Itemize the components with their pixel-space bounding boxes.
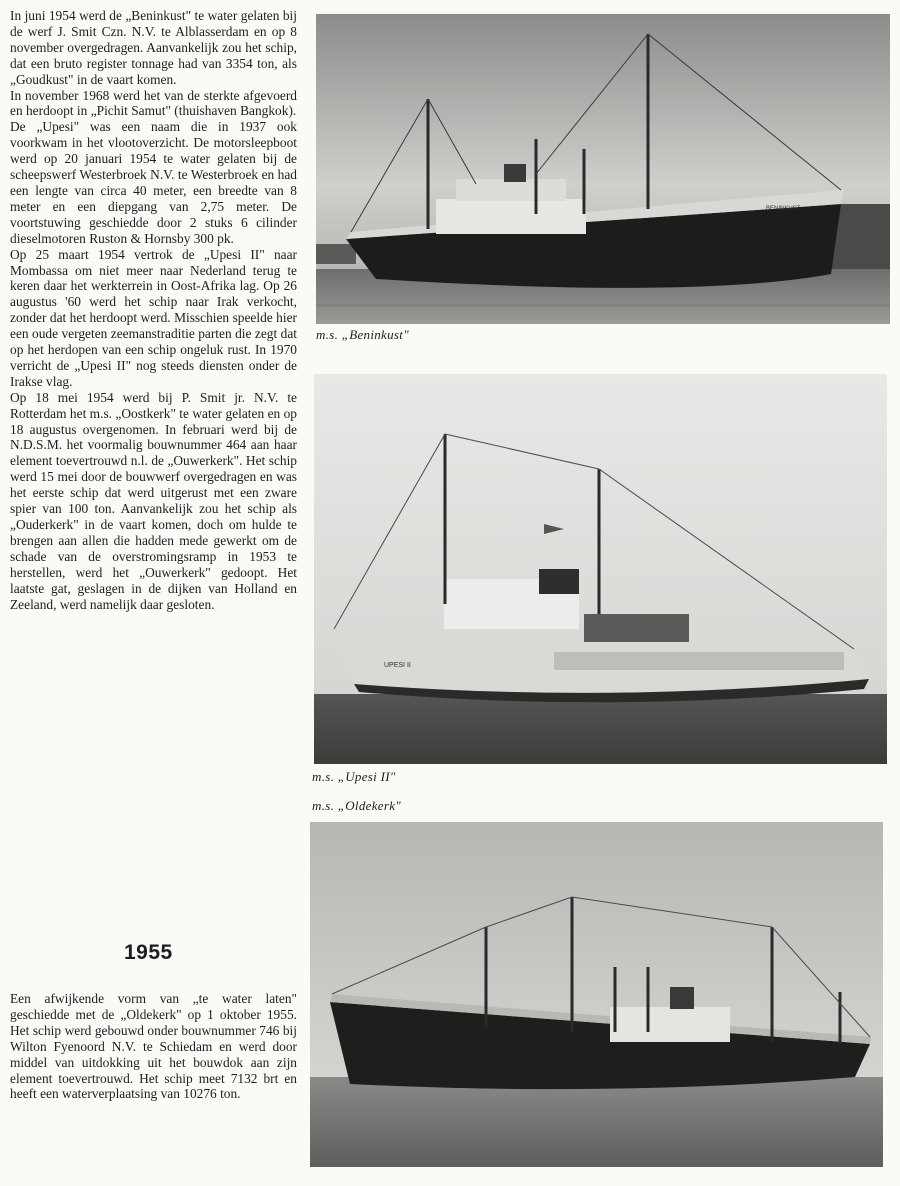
paragraph-upesi: De „Upesi" was een naam die in 1937 ook voorkwam in het vlootoverzicht. De motorsleepboot werd op 20 januari 1954 te water gelaten bij de scheepswerf Westerbroek N.V. te Westerbroek en had een lengte van circa 40 meter, een breedte van 8 meter en een diepgang van 2,75 meter. De voortstuwing geschiedde door 2 stuks 6 cilinder dieselmotoren Ruston & Hornsby 300 pk. xyxy=(10,119,297,246)
paragraph-upesi-ii: Op 25 maart 1954 vertrok de „Upesi II" naar Mombassa om niet meer naar Nederland terug te keren daar het werkterrein in Oost-Afrika lag. Op 26 augustus '60 werd het schip naar Irak verkocht, zonder dat het herdoopt werd. Misschien speelde hier een oude vergeten zeemanstraditie parten die zegt dat op het herdopen van een schip ongeluk rust. In 1970 verricht de „Upesi II" nog steeds diensten onder de Irakse vlag. xyxy=(10,246,297,389)
photo-beninkust xyxy=(316,14,890,324)
hull-name-beninkust: BENINKUST xyxy=(766,206,801,212)
text-column xyxy=(10,8,297,612)
paragraph-beninkust: In juni 1954 werd de „Beninkust" te water gelaten bij de werf J. Smit Czn. N.V. te Alblasserdam en op 8 november overgedragen. Aanvankelijk zou het schip, dat een bruto register tonnage had van 3354 ton, als „Goudkust" in de vaart komen. xyxy=(10,8,297,87)
caption-beninkust: m.s. „Beninkust" xyxy=(316,327,409,342)
caption-upesi-ii: m.s. „Upesi II" xyxy=(312,769,396,784)
paragraph-oostkerk: Op 18 mei 1954 werd bij P. Smit jr. N.V. te Rotterdam het m.s. „Oostkerk" te water gelaten en op 18 augustus overgenomen. In februari werd bij de N.D.S.M. het voormalig bouwnummer 464 aan haar element toevertrouwd n.l. de „Ouwerkerk". Het schip werd 15 mei door de bouwwerf overgedragen en was het eerste schip dat werd uitgerust met een zware spier van 100 ton. Aanvankelijk zou het schip als „Ouderkerk" in de vaart komen, doch om hulde te brengen aan allen die hadden mede gewerkt om de schade van de overstromingsramp in 1953 te herstellen, werd het „Ouwerkerk" gedoopt. Het laatste gat, geslagen in de dijken van Holland en Zeeland, werd namelijk daar gesloten. xyxy=(10,389,297,612)
year-heading: 1955 xyxy=(124,941,173,964)
paragraph-pichit-samut: In november 1968 werd het van de sterkte afgevoerd en herdoopt in „Pichit Samut" (thuishaven Bangkok). xyxy=(10,87,297,119)
photo-oldekerk xyxy=(310,822,883,1167)
caption-oldekerk: m.s. „Oldekerk" xyxy=(312,798,402,813)
hull-name-upesi-ii: UPESI II xyxy=(384,662,411,669)
photo-upesi-ii xyxy=(314,374,887,764)
paragraph-oldekerk: Een afwijkende vorm van „te water laten" geschiedde met de „Oldekerk" op 1 oktober 1955. Het schip werd gebouwd onder bouwnummer 746 bij Wilton Fyenoord N.V. te Schiedam en werd door middel van uitdokking uit het bouwdok aan zijn element toevertrouwd. Het schip meet 7132 brt en heeft een waterverplaatsing van 10276 ton. xyxy=(10,991,297,1102)
